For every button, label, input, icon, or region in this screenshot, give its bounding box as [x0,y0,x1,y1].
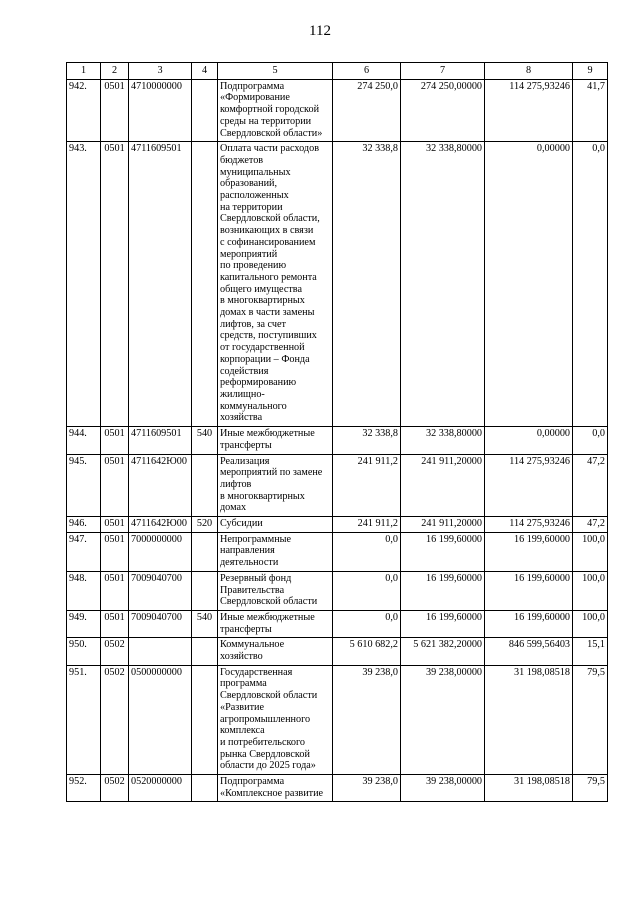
name-line: Подпрограмма [220,80,285,92]
name-line: расположенных [220,190,289,202]
approved-amount-cell: 241 911,2 [333,454,401,517]
name-line: Государственная [220,666,293,678]
row-number-cell: 943. [67,142,101,427]
name-line: жилищно- [220,388,265,400]
name-line: агропромышленного [220,713,311,725]
execution-percent-cell: 100,0 [573,610,608,637]
name-cell [218,142,333,427]
name-cell [218,610,333,637]
executed-amount-cell: 31 198,08518 [485,775,573,802]
expense-type-cell [192,775,218,802]
name-line: Иные межбюджетные [220,611,315,623]
name-line: коммунального [220,400,287,412]
name-line: направления [220,545,275,557]
table-row [67,610,608,637]
expense-type-cell [192,571,218,610]
name-line: Оплата части расходов [220,143,320,155]
budget-table [66,62,608,802]
name-line: Субсидии [220,518,263,530]
name-line: домах в части замены [220,307,315,319]
table-row [67,571,608,610]
section-code-cell: 0501 [101,610,129,637]
section-code-cell: 0501 [101,427,129,454]
target-article-cell: 4711609501 [129,142,192,427]
section-code-cell: 0501 [101,571,129,610]
budget-allocation-cell: 16 199,60000 [401,532,485,571]
name-line: хозяйства [220,412,263,424]
budget-allocation-cell: 16 199,60000 [401,571,485,610]
budget-allocation-cell: 32 338,80000 [401,427,485,454]
execution-percent-cell: 0,0 [573,142,608,427]
name-line: Иные межбюджетные [220,428,315,440]
budget-allocation-cell: 274 250,00000 [401,79,485,142]
column-header: 6 [333,63,401,80]
name-line: муниципальных [220,166,291,178]
name-line: реформированию [220,377,297,389]
name-line: бюджетов [220,154,264,166]
executed-amount-cell: 0,00000 [485,427,573,454]
budget-allocation-cell: 39 238,00000 [401,665,485,774]
target-article-cell: 7009040700 [129,610,192,637]
approved-amount-cell: 0,0 [333,532,401,571]
name-line: комплекса [220,725,265,737]
header-row [67,63,608,80]
name-line: хозяйство [220,651,263,663]
executed-amount-cell: 846 599,56403 [485,638,573,665]
target-article-cell: 0520000000 [129,775,192,802]
name-line: лифтов, за счет [220,318,286,330]
table-body [67,79,608,802]
name-line: «Формирование [220,92,290,104]
executed-amount-cell: 114 275,93246 [485,454,573,517]
row-number-cell: 942. [67,79,101,142]
table-row [67,638,608,665]
name-cell [218,79,333,142]
name-line: деятельности [220,557,279,569]
target-article-cell [129,638,192,665]
name-line: среды на территории [220,115,312,127]
target-article-cell: 7009040700 [129,571,192,610]
budget-allocation-cell: 32 338,80000 [401,142,485,427]
expense-type-cell: 520 [192,517,218,533]
executed-amount-cell: 114 275,93246 [485,79,573,142]
approved-amount-cell: 32 338,8 [333,142,401,427]
name-line: образований, [220,178,278,190]
expense-type-cell [192,142,218,427]
name-line: трансферты [220,439,272,451]
row-number-cell: 944. [67,427,101,454]
table-row [67,79,608,142]
expense-type-cell [192,454,218,517]
name-line: комфортной городской [220,104,320,116]
row-number-cell: 945. [67,454,101,517]
name-line: от государственной [220,342,305,354]
expense-type-cell: 540 [192,610,218,637]
name-cell [218,638,333,665]
name-line: в многоквартирных [220,295,305,307]
budget-allocation-cell: 16 199,60000 [401,610,485,637]
executed-amount-cell: 0,00000 [485,142,573,427]
column-header: 8 [485,63,573,80]
name-line: Свердловской области» [220,127,323,139]
name-line: возникающих в связи [220,225,314,237]
target-article-cell: 0500000000 [129,665,192,774]
column-header: 3 [129,63,192,80]
target-article-cell: 4711642Ю00 [129,517,192,533]
row-number-cell: 952. [67,775,101,802]
name-line: и потребительского [220,736,306,748]
approved-amount-cell: 39 238,0 [333,665,401,774]
section-code-cell: 0501 [101,454,129,517]
expense-type-cell [192,79,218,142]
target-article-cell: 7000000000 [129,532,192,571]
name-line: капитального ремонта [220,271,317,283]
section-code-cell: 0502 [101,665,129,774]
name-line: по проведению [220,260,287,272]
executed-amount-cell: 114 275,93246 [485,517,573,533]
execution-percent-cell: 41,7 [573,79,608,142]
page-number: 112 [309,23,331,39]
expense-type-cell [192,532,218,571]
name-line: Подпрограмма [220,776,285,788]
row-number-cell: 950. [67,638,101,665]
executed-amount-cell: 16 199,60000 [485,571,573,610]
execution-percent-cell: 15,1 [573,638,608,665]
approved-amount-cell: 39 238,0 [333,775,401,802]
name-cell [218,571,333,610]
execution-percent-cell: 0,0 [573,427,608,454]
row-number-cell: 946. [67,517,101,533]
name-line: в многоквартирных [220,490,305,502]
section-code-cell: 0502 [101,775,129,802]
name-line: Свердловской области [220,690,318,702]
approved-amount-cell: 0,0 [333,571,401,610]
table-row [67,517,608,533]
target-article-cell: 4711609501 [129,427,192,454]
execution-percent-cell: 100,0 [573,532,608,571]
section-code-cell: 0501 [101,142,129,427]
name-cell [218,665,333,774]
column-header: 9 [573,63,608,80]
executed-amount-cell: 16 199,60000 [485,610,573,637]
section-code-cell: 0501 [101,517,129,533]
expense-type-cell [192,638,218,665]
expense-type-cell: 540 [192,427,218,454]
name-line: Правительства [220,584,285,596]
name-line: на территории [220,201,283,213]
budget-allocation-cell: 241 911,20000 [401,517,485,533]
name-line: области до 2025 года» [220,760,316,772]
name-line: средств, поступивших [220,330,317,342]
name-line: Свердловской области, [220,213,320,225]
name-line: корпорации – Фонда [220,353,310,365]
approved-amount-cell: 5 610 682,2 [333,638,401,665]
approved-amount-cell: 0,0 [333,610,401,637]
name-line: рынка Свердловской [220,748,310,760]
name-line: программа [220,678,267,690]
name-cell [218,427,333,454]
expense-type-cell [192,665,218,774]
approved-amount-cell: 241 911,2 [333,517,401,533]
budget-allocation-cell: 241 911,20000 [401,454,485,517]
name-line: мероприятий [220,248,278,260]
section-code-cell: 0501 [101,532,129,571]
column-header: 7 [401,63,485,80]
name-line: с софинансированием [220,236,316,248]
name-line: лифтов [220,478,252,490]
table-row [67,665,608,774]
name-line: «Развитие [220,701,264,713]
name-line: Коммунальное [220,639,285,651]
table-row [67,142,608,427]
table-row [67,427,608,454]
row-number-cell: 951. [67,665,101,774]
name-line: общего имущества [220,283,302,295]
section-code-cell: 0502 [101,638,129,665]
name-line: мероприятий по замене [220,467,323,479]
name-line: Непрограммные [220,533,292,545]
name-cell [218,532,333,571]
name-line: содействия [220,365,269,377]
approved-amount-cell: 274 250,0 [333,79,401,142]
table-row [67,775,608,802]
budget-allocation-cell: 39 238,00000 [401,775,485,802]
row-number-cell: 949. [67,610,101,637]
section-code-cell: 0501 [101,79,129,142]
execution-percent-cell: 100,0 [573,571,608,610]
execution-percent-cell: 79,5 [573,665,608,774]
execution-percent-cell: 79,5 [573,775,608,802]
column-header: 2 [101,63,129,80]
budget-allocation-cell: 5 621 382,20000 [401,638,485,665]
name-line: домах [220,502,247,514]
executed-amount-cell: 31 198,08518 [485,665,573,774]
name-cell [218,775,333,802]
name-line: «Комплексное развитие [220,787,324,799]
name-line: Резервный фонд [220,572,292,584]
target-article-cell: 4710000000 [129,79,192,142]
column-header: 5 [218,63,333,80]
approved-amount-cell: 32 338,8 [333,427,401,454]
execution-percent-cell: 47,2 [573,517,608,533]
name-cell [218,517,333,533]
name-line: Свердловской области [220,596,318,608]
row-number-cell: 947. [67,532,101,571]
table-row [67,454,608,517]
target-article-cell: 4711642Ю00 [129,454,192,517]
column-header: 4 [192,63,218,80]
executed-amount-cell: 16 199,60000 [485,532,573,571]
execution-percent-cell: 47,2 [573,454,608,517]
column-header: 1 [67,63,101,80]
name-cell [218,454,333,517]
table-row [67,532,608,571]
name-line: Реализация [220,455,270,467]
row-number-cell: 948. [67,571,101,610]
name-line: трансферты [220,623,272,635]
